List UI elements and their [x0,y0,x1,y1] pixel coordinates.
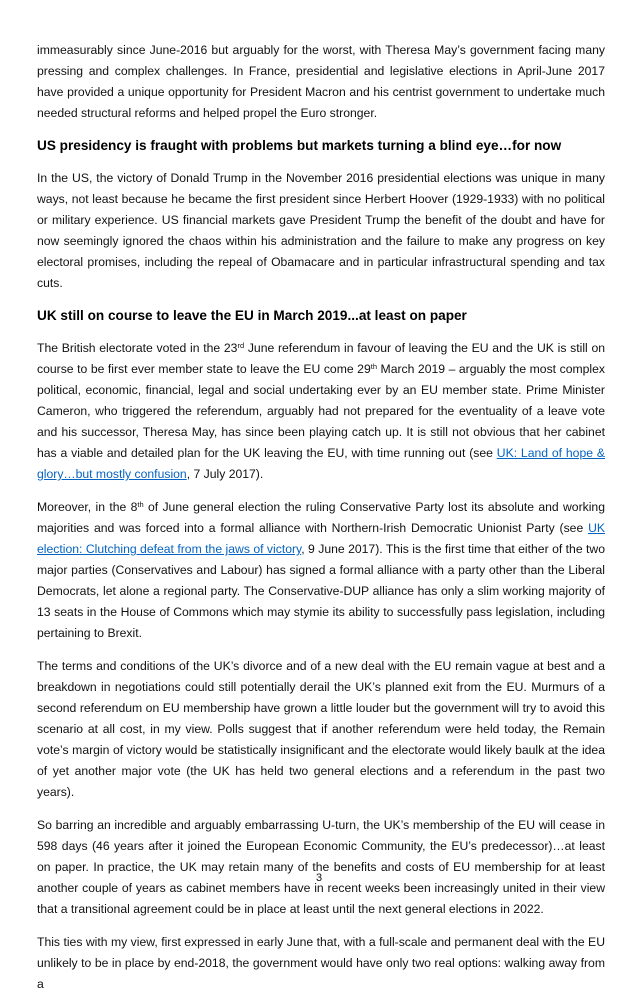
paragraph: Moreover, in the 8th of June general election the ruling Conservative Party lost its absolute and working majorities and was forced into a formal alliance with Northern-Irish Democratic Unionist Party (see UK election: Clutching defeat from the jaws of victory, 9 June 2017). This is the first time that either of the two major parties (Conservatives and Labour) has signed a formal alliance with a party other than the Liberal Democrats, let alone a regional party. The Conservative-DUP alliance has only a slim working majority of 13 seats in the House of Commons which may stymie its ability to successfully pass legislation, including pertaining to Brexit. [37,500,605,640]
document-body [37,40,605,1007]
superscript: th [137,500,144,509]
paragraph: The terms and conditions of the UK’s divorce and of a new deal with the EU remain vague at best and a breakdown in negotiations could still potentially derail the UK’s planned exit from the EU. Murmurs of a second referendum on EU membership have grown a little louder but the government will try to avoid this scenario at all cost, in my view. Polls suggest that if another referendum were held today, the Remain vote’s margin of victory would be statistically insignificant and the electorate would likely baulk at the idea of yet another major vote (the UK has held two general elections and a referendum in the past two years). [37,659,605,799]
paragraph: So barring an incredible and arguably embarrassing U-turn, the UK’s membership of the EU will cease in 598 days (46 years after it joined the European Economic Community, the EU’s predecessor)…at least on paper. In practice, the UK may retain many of the benefits and costs of EU membership for at least another couple of years as cabinet members have in recent weeks been increasingly united in their view that a transitional agreement could be in place at least until the next general elections in 2022. [37,818,605,916]
section-heading-us-presidency: US presidency is fraught with problems but markets turning a blind eye…for now [37,138,562,153]
link-uk-election[interactable]: UK election: Clutching defeat from the jaws of victory [37,521,605,556]
paragraph: immeasurably since June-2016 but arguably for the worst, with Theresa May’s government facing many pressing and complex challenges. In France, presidential and legislative elections in April-June 2017 have provided a unique opportunity for President Macron and his centrist government to undertake much needed structural reforms and helped propel the Euro stronger. [37,43,605,120]
link-uk-land-of-hope[interactable]: UK: Land of hope & glory…but mostly confusion [37,446,605,481]
section-heading-uk-eu: UK still on course to leave the EU in March 2019...at least on paper [37,308,467,323]
paragraph: In the US, the victory of Donald Trump in the November 2016 presidential elections was unique in many ways, not least because he became the first president since Herbert Hoover (1929-1933) with no political or military experience. US financial markets gave President Trump the benefit of the doubt and have for now seemingly ignored the chaos within his administration and the failure to make any progress on key electoral promises, including the repeal of Obamacare and in particular infrastructural spending and tax cuts. [37,171,605,290]
superscript: th [370,362,377,371]
paragraph: This ties with my view, first expressed in early June that, with a full-scale and permanent deal with the EU unlikely to be in place by end-2018, the government would have only two real options: walking away from a [37,935,605,991]
paragraph: The British electorate voted in the 23rd June referendum in favour of leaving the EU and the UK is still on course to be first ever member state to leave the EU come 29th March 2019 – arguably the most complex political, economic, financial, legal and social undertaking ever by an EU member state. Prime Minister Cameron, who triggered the referendum, arguably had not prepared for the eventuality of a leave vote and his successor, Theresa May, has since been playing catch up. It is still not obvious that her cabinet has a viable and detailed plan for the UK leaving the EU, with time running out (see UK: Land of hope & glory…but mostly confusion, 7 July 2017). [37,341,606,481]
page-number: 3 [315,872,323,884]
superscript: rd [237,341,245,350]
